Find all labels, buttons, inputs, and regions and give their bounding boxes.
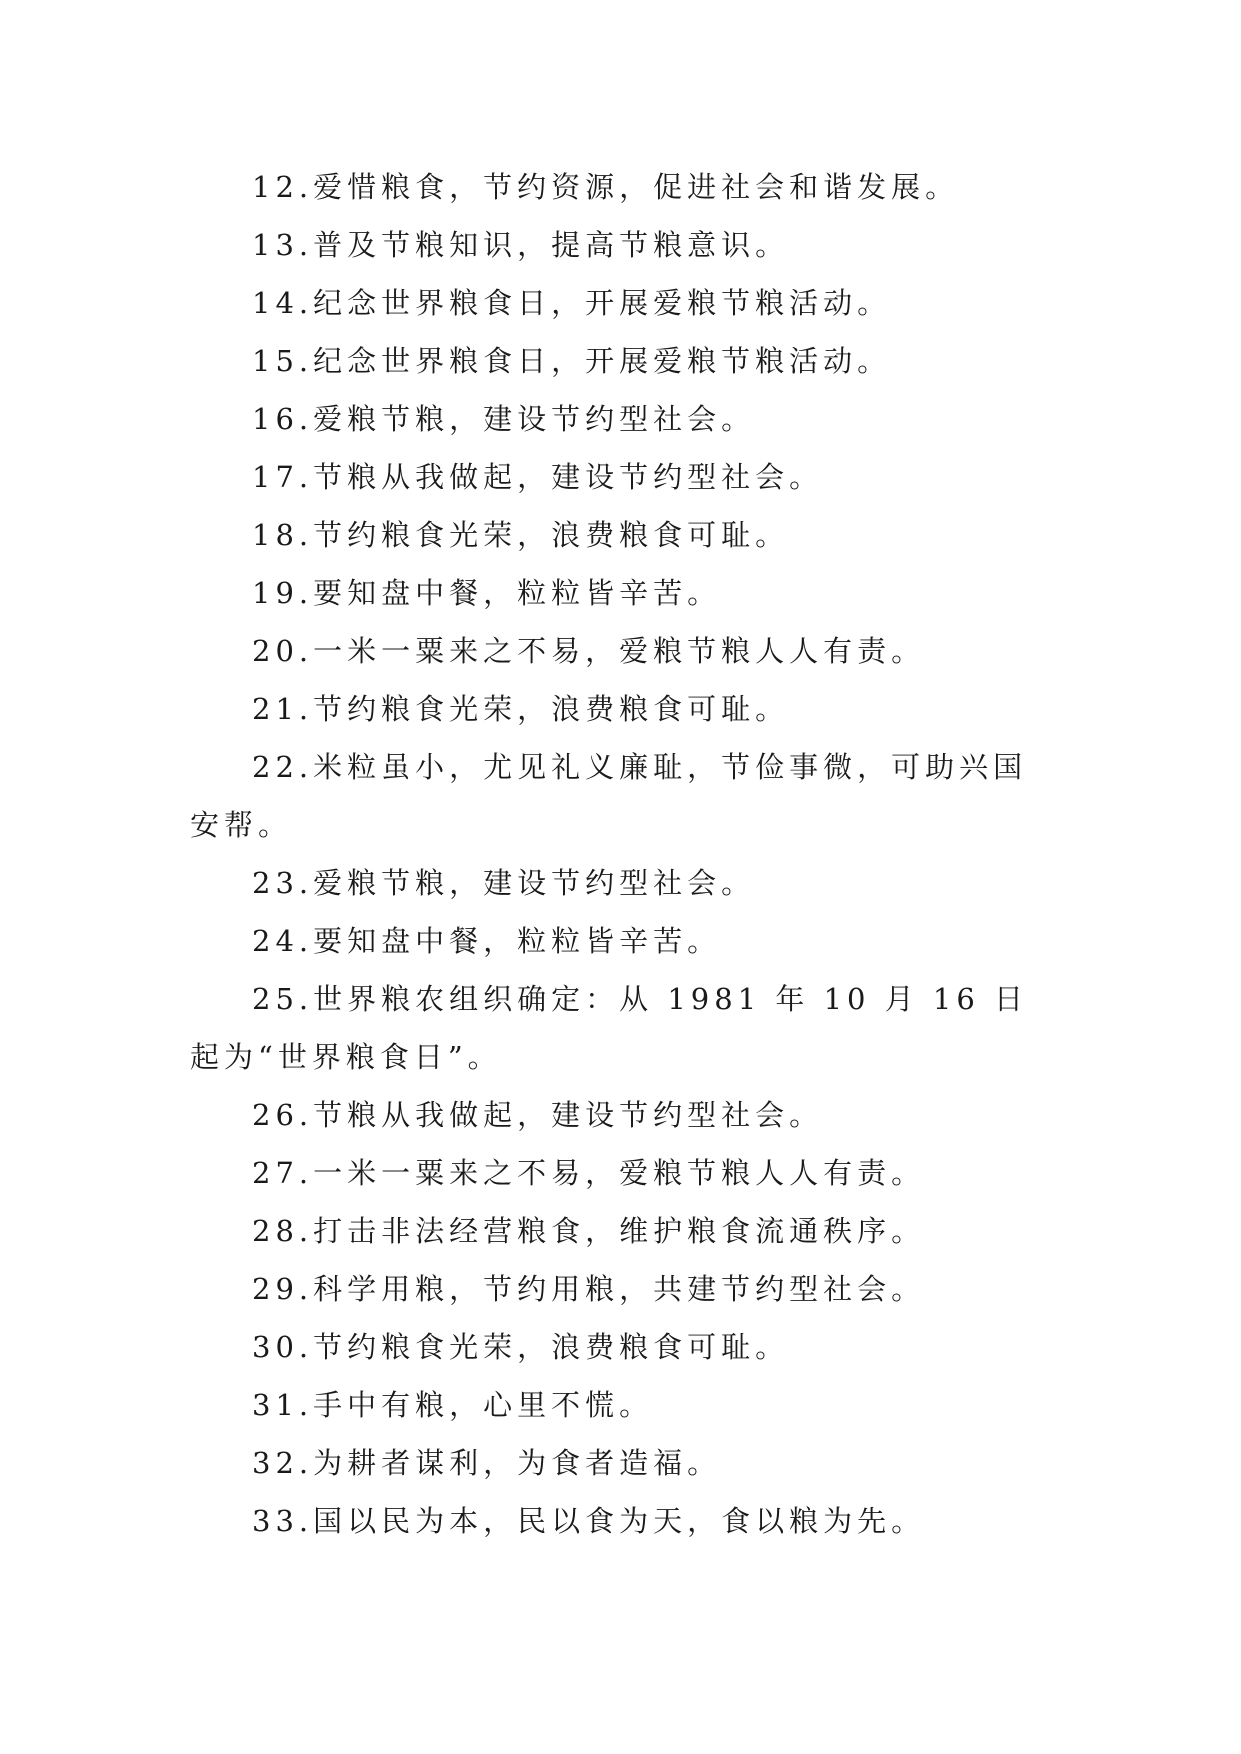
list-item: 26.节粮从我做起，建设节约型社会。: [252, 1098, 824, 1132]
list-item: 30.节约粮食光荣，浪费粮食可耻。: [252, 1330, 790, 1364]
list-item: 20.一米一粟来之不易，爱粮节粮人人有责。: [252, 634, 926, 668]
list-item: 28.打击非法经营粮食，维护粮食流通秩序。: [252, 1214, 926, 1248]
list-item: 32.为耕者谋利，为食者造福。: [252, 1446, 722, 1480]
document-body: [190, 158, 1052, 1550]
list-item: 31.手中有粮，心里不慌。: [252, 1388, 654, 1422]
list-item: 13.普及节粮知识，提高节粮意识。: [252, 228, 790, 262]
list-item: 23.爱粮节粮，建设节约型社会。: [252, 866, 756, 900]
list-item: 27.一米一粟来之不易，爱粮节粮人人有责。: [252, 1156, 926, 1190]
list-item: 21.节约粮食光荣，浪费粮食可耻。: [252, 692, 790, 726]
list-item: 16.爱粮节粮，建设节约型社会。: [252, 402, 756, 436]
list-item: 14.纪念世界粮食日，开展爱粮节粮活动。: [252, 286, 892, 320]
list-item: 17.节粮从我做起，建设节约型社会。: [252, 460, 824, 494]
list-item: 22.米粒虽小，尤见礼义廉耻，节俭事微，可助兴国安帮。: [190, 750, 1028, 842]
list-item: 18.节约粮食光荣，浪费粮食可耻。: [252, 518, 790, 552]
list-item: 25.世界粮农组织确定：从 1981 年 10 月 16 日起为“世界粮食日”。: [190, 982, 1029, 1074]
list-item: 33.国以民为本，民以食为天，食以粮为先。: [252, 1504, 926, 1538]
list-item: 24.要知盘中餐，粒粒皆辛苦。: [252, 924, 722, 958]
list-item: 12.爱惜粮食，节约资源，促进社会和谐发展。: [252, 170, 960, 204]
list-item: 15.纪念世界粮食日，开展爱粮节粮活动。: [252, 344, 892, 378]
list-item: 29.科学用粮，节约用粮，共建节约型社会。: [252, 1272, 926, 1306]
list-item: 19.要知盘中餐，粒粒皆辛苦。: [252, 576, 722, 610]
